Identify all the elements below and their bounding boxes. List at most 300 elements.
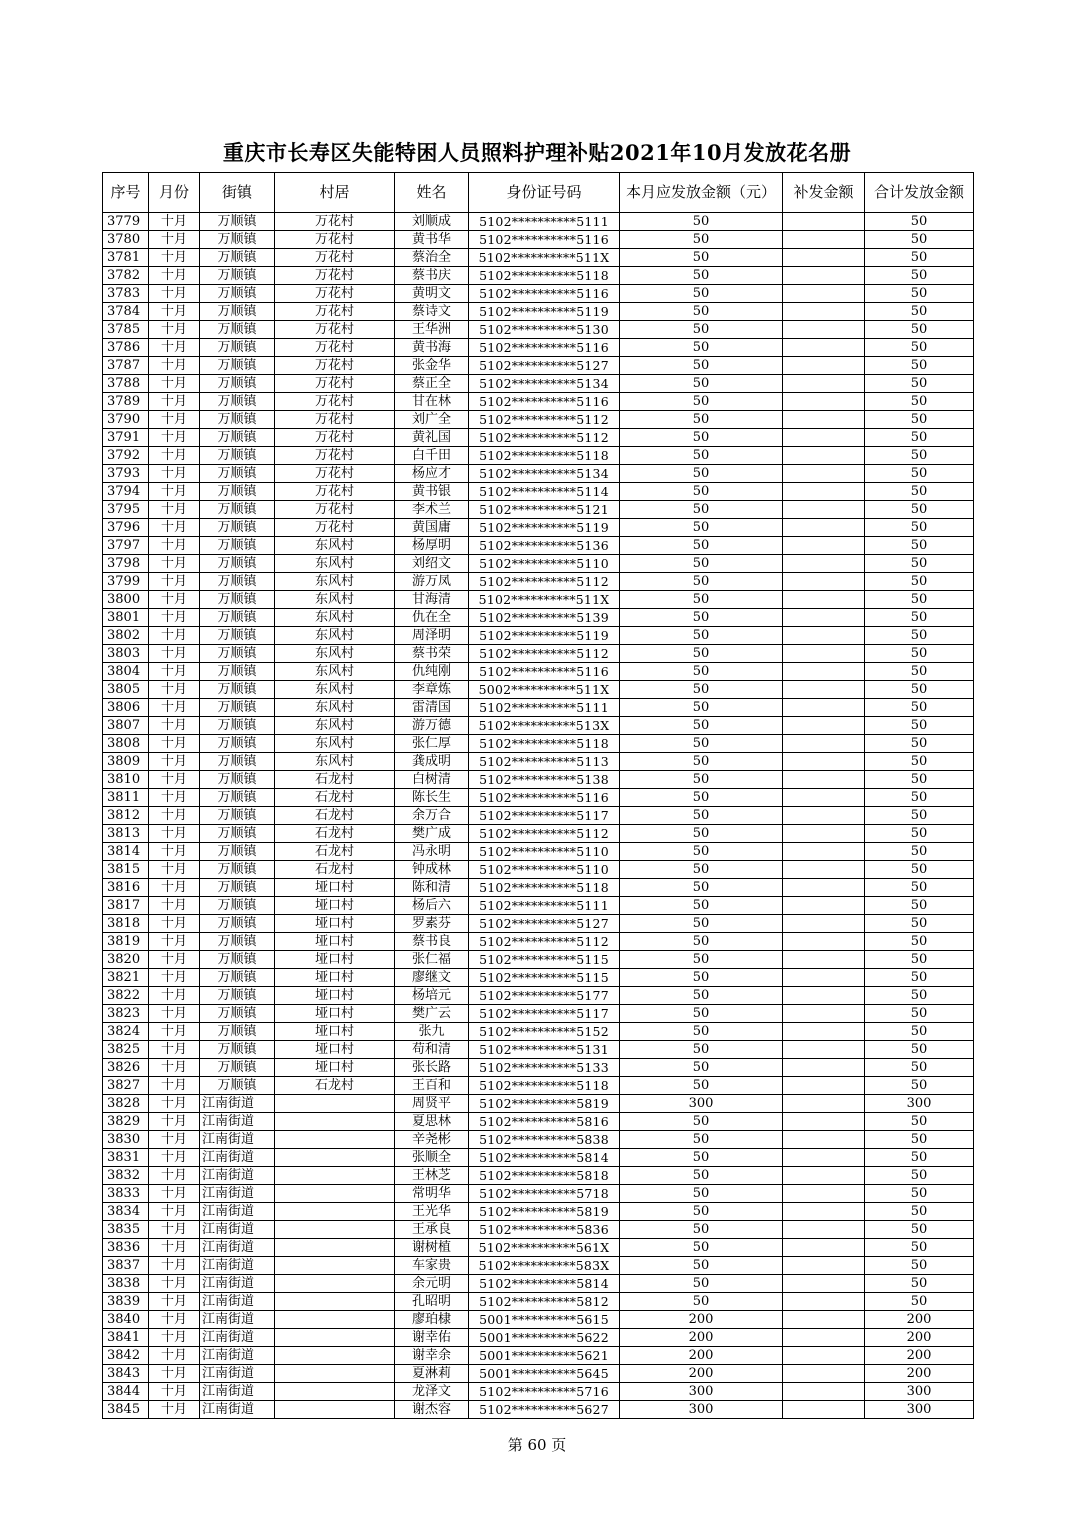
row-name: 黄书海 <box>395 339 469 357</box>
row-village <box>275 1329 395 1347</box>
row-village: 垭口村 <box>275 915 395 933</box>
row-supplement <box>783 1257 865 1275</box>
row-town: 江南街道 <box>200 1239 275 1257</box>
row-id-number: 5102**********5118 <box>469 1077 620 1095</box>
row-month: 十月 <box>149 393 200 411</box>
row-amount-due: 50 <box>620 1005 783 1023</box>
row-month: 十月 <box>149 303 200 321</box>
row-name: 冯永明 <box>395 843 469 861</box>
row-name: 白千田 <box>395 447 469 465</box>
row-id-number: 5102**********5818 <box>469 1167 620 1185</box>
row-id-number: 5102**********5117 <box>469 807 620 825</box>
row-village: 东风村 <box>275 573 395 591</box>
row-seq: 3801 <box>103 609 149 627</box>
row-seq: 3805 <box>103 681 149 699</box>
row-town: 江南街道 <box>200 1383 275 1401</box>
row-month: 十月 <box>149 321 200 339</box>
row-town: 万顺镇 <box>200 789 275 807</box>
row-village: 万花村 <box>275 393 395 411</box>
table-row <box>103 789 974 807</box>
row-total: 50 <box>865 951 974 969</box>
row-name: 杨应才 <box>395 465 469 483</box>
row-month: 十月 <box>149 969 200 987</box>
row-month: 十月 <box>149 933 200 951</box>
row-total: 50 <box>865 249 974 267</box>
row-name: 夏淋莉 <box>395 1365 469 1383</box>
table-row <box>103 1113 974 1131</box>
row-id-number: 5102**********5116 <box>469 285 620 303</box>
row-supplement <box>783 1275 865 1293</box>
row-village <box>275 1149 395 1167</box>
row-total: 50 <box>865 825 974 843</box>
row-town: 万顺镇 <box>200 879 275 897</box>
row-month: 十月 <box>149 861 200 879</box>
row-id-number: 5102**********5118 <box>469 267 620 285</box>
row-month: 十月 <box>149 267 200 285</box>
row-name: 王林芝 <box>395 1167 469 1185</box>
table-row <box>103 735 974 753</box>
row-supplement <box>783 249 865 267</box>
row-month: 十月 <box>149 1239 200 1257</box>
row-month: 十月 <box>149 807 200 825</box>
row-month: 十月 <box>149 375 200 393</box>
row-seq: 3791 <box>103 429 149 447</box>
row-name: 罗素芬 <box>395 915 469 933</box>
row-id-number: 5102**********511X <box>469 249 620 267</box>
row-amount-due: 50 <box>620 465 783 483</box>
row-name: 甘在林 <box>395 393 469 411</box>
row-village: 东风村 <box>275 663 395 681</box>
row-name: 廖继文 <box>395 969 469 987</box>
row-supplement <box>783 969 865 987</box>
row-town: 万顺镇 <box>200 843 275 861</box>
table-row <box>103 843 974 861</box>
row-town: 江南街道 <box>200 1275 275 1293</box>
table-row <box>103 1023 974 1041</box>
row-name: 黄礼国 <box>395 429 469 447</box>
row-amount-due: 50 <box>620 1203 783 1221</box>
table-row <box>103 537 974 555</box>
row-id-number: 5102**********5152 <box>469 1023 620 1041</box>
row-amount-due: 200 <box>620 1311 783 1329</box>
row-amount-due: 50 <box>620 501 783 519</box>
row-total: 50 <box>865 1293 974 1311</box>
row-supplement <box>783 339 865 357</box>
row-id-number: 5102**********5816 <box>469 1113 620 1131</box>
row-amount-due: 50 <box>620 663 783 681</box>
row-name: 蔡书庆 <box>395 267 469 285</box>
table-row <box>103 879 974 897</box>
row-seq: 3825 <box>103 1041 149 1059</box>
table-row <box>103 1401 974 1419</box>
row-total: 50 <box>865 303 974 321</box>
table-row <box>103 969 974 987</box>
row-town: 万顺镇 <box>200 447 275 465</box>
row-supplement <box>783 357 865 375</box>
table-header-row <box>103 173 974 213</box>
table-row <box>103 519 974 537</box>
row-supplement <box>783 987 865 1005</box>
row-name: 张长路 <box>395 1059 469 1077</box>
row-village: 万花村 <box>275 339 395 357</box>
row-month: 十月 <box>149 231 200 249</box>
row-id-number: 5102**********5130 <box>469 321 620 339</box>
row-amount-due: 50 <box>620 1059 783 1077</box>
row-id-number: 5102**********5838 <box>469 1131 620 1149</box>
row-town: 万顺镇 <box>200 1041 275 1059</box>
row-supplement <box>783 933 865 951</box>
row-amount-due: 50 <box>620 519 783 537</box>
row-amount-due: 50 <box>620 321 783 339</box>
row-amount-due: 200 <box>620 1329 783 1347</box>
row-supplement <box>783 1023 865 1041</box>
row-id-number: 5102**********5627 <box>469 1401 620 1419</box>
row-total: 50 <box>865 357 974 375</box>
row-month: 十月 <box>149 915 200 933</box>
row-supplement <box>783 1005 865 1023</box>
row-id-number: 5102**********5116 <box>469 339 620 357</box>
row-month: 十月 <box>149 483 200 501</box>
row-month: 十月 <box>149 357 200 375</box>
table-row <box>103 663 974 681</box>
row-village: 万花村 <box>275 357 395 375</box>
row-month: 十月 <box>149 645 200 663</box>
row-amount-due: 50 <box>620 699 783 717</box>
row-id-number: 5102**********5118 <box>469 735 620 753</box>
row-town: 万顺镇 <box>200 573 275 591</box>
row-supplement <box>783 393 865 411</box>
row-id-number: 5102**********5119 <box>469 303 620 321</box>
row-month: 十月 <box>149 681 200 699</box>
table-row <box>103 1203 974 1221</box>
row-village: 垭口村 <box>275 897 395 915</box>
row-total: 300 <box>865 1383 974 1401</box>
row-amount-due: 50 <box>620 429 783 447</box>
row-town: 江南街道 <box>200 1401 275 1419</box>
row-village: 东风村 <box>275 537 395 555</box>
row-supplement <box>783 1329 865 1347</box>
table-row <box>103 825 974 843</box>
row-total: 50 <box>865 447 974 465</box>
row-id-number: 5102**********5131 <box>469 1041 620 1059</box>
row-town: 万顺镇 <box>200 429 275 447</box>
row-name: 龙泽文 <box>395 1383 469 1401</box>
row-supplement <box>783 1149 865 1167</box>
row-id-number: 5102**********5116 <box>469 231 620 249</box>
row-town: 江南街道 <box>200 1149 275 1167</box>
row-seq: 3840 <box>103 1311 149 1329</box>
row-amount-due: 50 <box>620 753 783 771</box>
row-id-number: 5102**********5127 <box>469 357 620 375</box>
row-supplement <box>783 231 865 249</box>
row-name: 钟成林 <box>395 861 469 879</box>
row-amount-due: 50 <box>620 1221 783 1239</box>
row-name: 周贤平 <box>395 1095 469 1113</box>
row-supplement <box>783 771 865 789</box>
row-amount-due: 50 <box>620 969 783 987</box>
row-id-number: 5102**********5116 <box>469 789 620 807</box>
row-name: 余元明 <box>395 1275 469 1293</box>
row-id-number: 5102**********5134 <box>469 465 620 483</box>
row-id-number: 5102**********5138 <box>469 771 620 789</box>
row-total: 50 <box>865 771 974 789</box>
row-town: 万顺镇 <box>200 393 275 411</box>
row-name: 仇在全 <box>395 609 469 627</box>
row-name: 孔昭明 <box>395 1293 469 1311</box>
row-name: 余万合 <box>395 807 469 825</box>
row-total: 50 <box>865 267 974 285</box>
row-town: 万顺镇 <box>200 933 275 951</box>
row-village: 万花村 <box>275 249 395 267</box>
row-seq: 3832 <box>103 1167 149 1185</box>
row-amount-due: 50 <box>620 375 783 393</box>
row-town: 万顺镇 <box>200 753 275 771</box>
row-supplement <box>783 897 865 915</box>
row-village <box>275 1113 395 1131</box>
row-total: 50 <box>865 933 974 951</box>
row-village: 东风村 <box>275 699 395 717</box>
row-id-number: 5102**********5119 <box>469 627 620 645</box>
row-month: 十月 <box>149 1041 200 1059</box>
table-row <box>103 501 974 519</box>
row-amount-due: 50 <box>620 357 783 375</box>
row-total: 50 <box>865 969 974 987</box>
table-row <box>103 1149 974 1167</box>
table-row <box>103 609 974 627</box>
row-supplement <box>783 447 865 465</box>
row-seq: 3815 <box>103 861 149 879</box>
row-amount-due: 50 <box>620 1041 783 1059</box>
row-amount-due: 50 <box>620 897 783 915</box>
row-village: 石龙村 <box>275 807 395 825</box>
row-total: 50 <box>865 717 974 735</box>
row-month: 十月 <box>149 1221 200 1239</box>
row-name: 蔡治全 <box>395 249 469 267</box>
row-month: 十月 <box>149 285 200 303</box>
row-village: 万花村 <box>275 267 395 285</box>
row-total: 50 <box>865 987 974 1005</box>
row-village: 万花村 <box>275 285 395 303</box>
row-town: 万顺镇 <box>200 915 275 933</box>
row-month: 十月 <box>149 501 200 519</box>
row-name: 甘海清 <box>395 591 469 609</box>
row-amount-due: 50 <box>620 789 783 807</box>
row-town: 江南街道 <box>200 1221 275 1239</box>
row-seq: 3828 <box>103 1095 149 1113</box>
row-total: 50 <box>865 1275 974 1293</box>
row-month: 十月 <box>149 1365 200 1383</box>
row-name: 陈长生 <box>395 789 469 807</box>
row-town: 万顺镇 <box>200 501 275 519</box>
row-seq: 3819 <box>103 933 149 951</box>
table-row <box>103 771 974 789</box>
row-total: 50 <box>865 537 974 555</box>
row-name: 蔡书荣 <box>395 645 469 663</box>
row-supplement <box>783 519 865 537</box>
row-month: 十月 <box>149 465 200 483</box>
row-total: 50 <box>865 843 974 861</box>
row-id-number: 5001**********5645 <box>469 1365 620 1383</box>
row-name: 谢树植 <box>395 1239 469 1257</box>
row-seq: 3796 <box>103 519 149 537</box>
table-row <box>103 267 974 285</box>
row-town: 万顺镇 <box>200 771 275 789</box>
row-village <box>275 1365 395 1383</box>
row-id-number: 5102**********5110 <box>469 861 620 879</box>
row-name: 张顺全 <box>395 1149 469 1167</box>
row-seq: 3793 <box>103 465 149 483</box>
row-supplement <box>783 717 865 735</box>
row-village: 东风村 <box>275 717 395 735</box>
row-id-number: 5102**********561X <box>469 1239 620 1257</box>
table-row <box>103 1041 974 1059</box>
row-village <box>275 1311 395 1329</box>
table-row <box>103 627 974 645</box>
row-amount-due: 50 <box>620 681 783 699</box>
row-village: 万花村 <box>275 231 395 249</box>
row-village: 东风村 <box>275 753 395 771</box>
row-town: 万顺镇 <box>200 987 275 1005</box>
row-town: 江南街道 <box>200 1365 275 1383</box>
row-month: 十月 <box>149 1149 200 1167</box>
row-id-number: 5102**********5121 <box>469 501 620 519</box>
row-id-number: 5102**********5111 <box>469 699 620 717</box>
row-id-number: 5102**********5116 <box>469 393 620 411</box>
row-total: 50 <box>865 1167 974 1185</box>
row-supplement <box>783 537 865 555</box>
row-supplement <box>783 555 865 573</box>
row-id-number: 5102**********5116 <box>469 663 620 681</box>
row-amount-due: 50 <box>620 1149 783 1167</box>
row-total: 50 <box>865 573 974 591</box>
row-village: 石龙村 <box>275 861 395 879</box>
row-month: 十月 <box>149 951 200 969</box>
row-supplement <box>783 861 865 879</box>
row-total: 200 <box>865 1329 974 1347</box>
row-month: 十月 <box>149 1167 200 1185</box>
row-seq: 3839 <box>103 1293 149 1311</box>
table-row <box>103 1311 974 1329</box>
row-month: 十月 <box>149 537 200 555</box>
row-village <box>275 1185 395 1203</box>
roster-table <box>102 172 974 1419</box>
row-amount-due: 50 <box>620 537 783 555</box>
row-total: 50 <box>865 681 974 699</box>
row-supplement <box>783 1203 865 1221</box>
row-supplement <box>783 843 865 861</box>
row-village <box>275 1347 395 1365</box>
row-supplement <box>783 915 865 933</box>
table-row <box>103 231 974 249</box>
row-total: 50 <box>865 645 974 663</box>
table-row <box>103 357 974 375</box>
row-village: 垭口村 <box>275 933 395 951</box>
row-name: 常明华 <box>395 1185 469 1203</box>
row-amount-due: 50 <box>620 807 783 825</box>
row-village: 万花村 <box>275 519 395 537</box>
row-town: 万顺镇 <box>200 555 275 573</box>
row-month: 十月 <box>149 699 200 717</box>
row-town: 万顺镇 <box>200 717 275 735</box>
row-seq: 3788 <box>103 375 149 393</box>
row-seq: 3834 <box>103 1203 149 1221</box>
row-village <box>275 1383 395 1401</box>
row-seq: 3795 <box>103 501 149 519</box>
row-seq: 3841 <box>103 1329 149 1347</box>
row-village <box>275 1203 395 1221</box>
row-town: 万顺镇 <box>200 537 275 555</box>
row-supplement <box>783 375 865 393</box>
row-id-number: 5102**********5177 <box>469 987 620 1005</box>
row-amount-due: 50 <box>620 231 783 249</box>
row-seq: 3821 <box>103 969 149 987</box>
row-amount-due: 50 <box>620 1077 783 1095</box>
table-row <box>103 1221 974 1239</box>
row-town: 万顺镇 <box>200 267 275 285</box>
row-total: 50 <box>865 231 974 249</box>
table-row <box>103 1239 974 1257</box>
row-name: 杨培元 <box>395 987 469 1005</box>
row-total: 50 <box>865 861 974 879</box>
row-village <box>275 1275 395 1293</box>
row-town: 万顺镇 <box>200 663 275 681</box>
row-supplement <box>783 1365 865 1383</box>
row-month: 十月 <box>149 1077 200 1095</box>
row-total: 50 <box>865 609 974 627</box>
row-total: 50 <box>865 339 974 357</box>
row-total: 50 <box>865 1257 974 1275</box>
row-month: 十月 <box>149 717 200 735</box>
row-name: 雷清国 <box>395 699 469 717</box>
row-seq: 3836 <box>103 1239 149 1257</box>
row-total: 50 <box>865 735 974 753</box>
row-village: 垭口村 <box>275 987 395 1005</box>
row-amount-due: 200 <box>620 1347 783 1365</box>
row-seq: 3845 <box>103 1401 149 1419</box>
row-seq: 3785 <box>103 321 149 339</box>
row-id-number: 5102**********5113 <box>469 753 620 771</box>
row-id-number: 5102**********5812 <box>469 1293 620 1311</box>
row-town: 万顺镇 <box>200 699 275 717</box>
row-name: 谢幸余 <box>395 1347 469 1365</box>
row-town: 万顺镇 <box>200 861 275 879</box>
row-supplement <box>783 501 865 519</box>
row-month: 十月 <box>149 789 200 807</box>
row-town: 江南街道 <box>200 1203 275 1221</box>
row-supplement <box>783 951 865 969</box>
row-total: 50 <box>865 393 974 411</box>
row-month: 十月 <box>149 1131 200 1149</box>
row-total: 50 <box>865 699 974 717</box>
row-name: 樊广云 <box>395 1005 469 1023</box>
row-id-number: 5102**********5111 <box>469 897 620 915</box>
row-town: 万顺镇 <box>200 249 275 267</box>
row-name: 廖珀棣 <box>395 1311 469 1329</box>
row-amount-due: 50 <box>620 933 783 951</box>
row-town: 万顺镇 <box>200 645 275 663</box>
row-month: 十月 <box>149 879 200 897</box>
row-name: 蔡诗文 <box>395 303 469 321</box>
row-town: 江南街道 <box>200 1185 275 1203</box>
row-seq: 3781 <box>103 249 149 267</box>
row-month: 十月 <box>149 843 200 861</box>
row-total: 50 <box>865 591 974 609</box>
row-name: 车家贵 <box>395 1257 469 1275</box>
row-name: 樊广成 <box>395 825 469 843</box>
row-name: 黄明文 <box>395 285 469 303</box>
row-total: 50 <box>865 879 974 897</box>
row-id-number: 5102**********5119 <box>469 519 620 537</box>
